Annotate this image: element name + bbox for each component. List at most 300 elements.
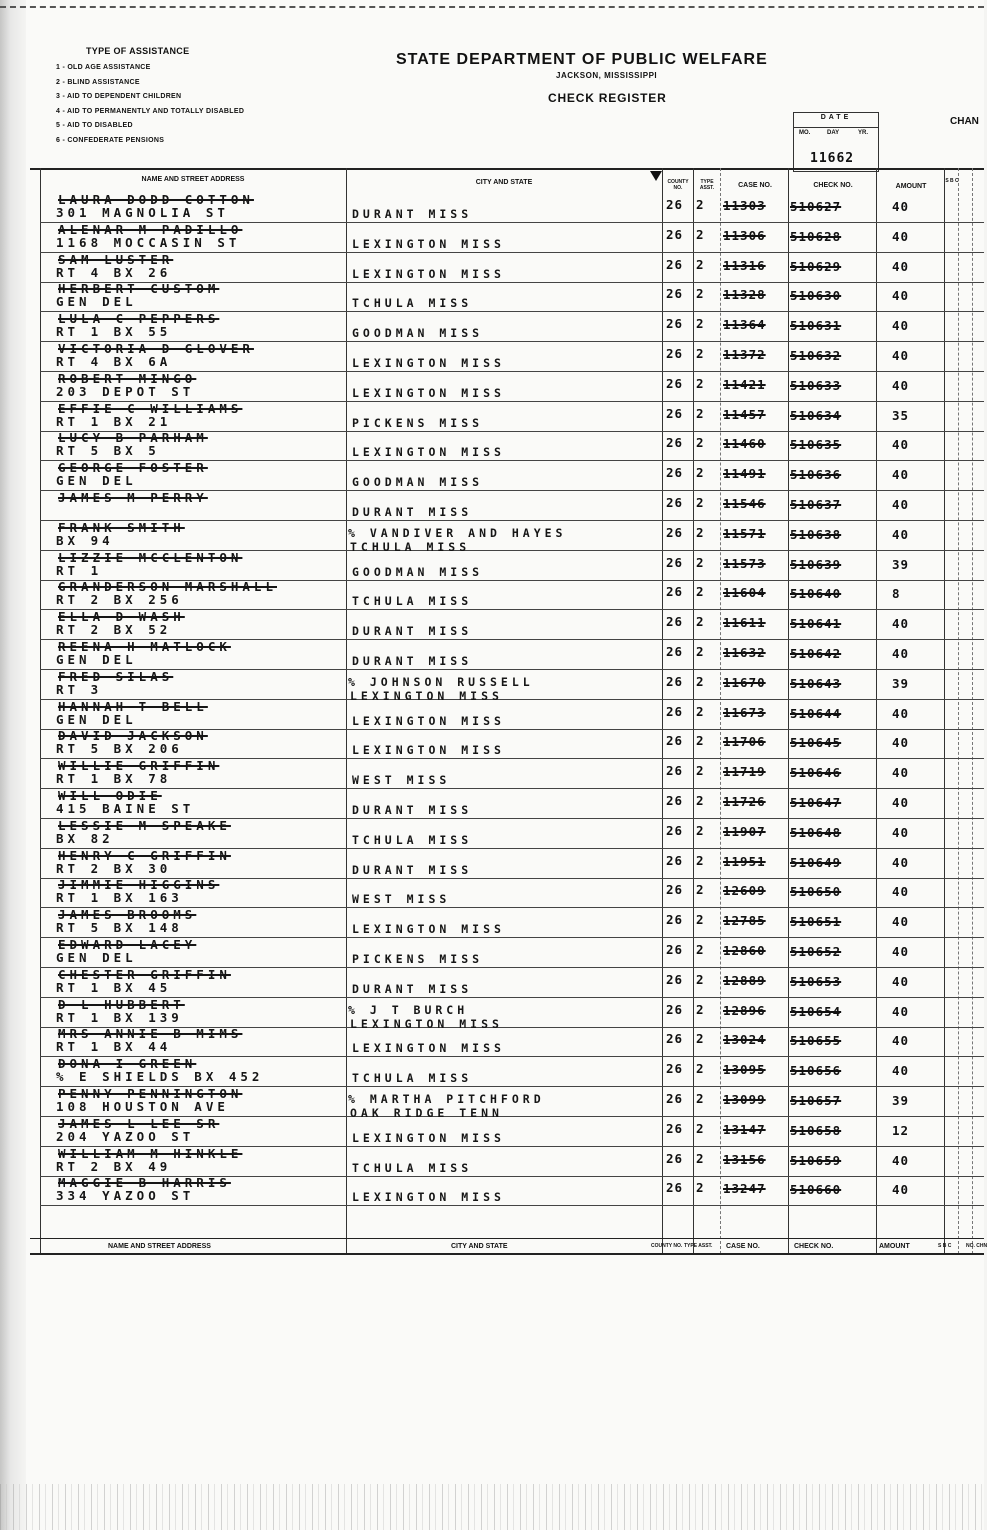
row-county: 26	[666, 406, 684, 421]
row-check: 510646	[790, 765, 842, 780]
row-type: 2	[696, 704, 705, 719]
row-case: 11719	[723, 764, 766, 779]
footer-name: NAME AND STREET ADDRESS	[108, 1243, 211, 1250]
row-county: 26	[666, 376, 684, 391]
row-check: 510660	[790, 1182, 842, 1197]
row-type: 2	[696, 1151, 705, 1166]
col-divider	[944, 168, 945, 1254]
row-type: 2	[696, 376, 705, 391]
row-name: HERBERT CUSTOM	[58, 281, 220, 296]
row-type: 2	[696, 346, 705, 361]
row-amount: 40	[892, 735, 910, 750]
row-name: LIZZIE MCCLENTON	[58, 550, 243, 565]
date-value: 11662	[810, 151, 855, 166]
row-amount: 40	[892, 467, 910, 482]
row-city: LEXINGTON MISS	[352, 743, 505, 757]
row-check: 510645	[790, 735, 842, 750]
row-city: TCHULA MISS	[352, 1161, 473, 1175]
row-county: 26	[666, 1151, 684, 1166]
row-amount: 40	[892, 944, 910, 959]
legend-item: 6 - CONFEDERATE PENSIONS	[56, 136, 165, 144]
row-case: 11951	[723, 854, 766, 869]
col-divider	[693, 168, 694, 1254]
row-type: 2	[696, 823, 705, 838]
row-case: 11546	[723, 496, 766, 511]
row-amount: 39	[892, 1093, 910, 1108]
row-check: 510640	[790, 586, 842, 601]
table-row-line	[40, 669, 984, 670]
row-street: RT 2 BX 30	[56, 861, 172, 876]
row-name: ALENAR M PADILLO	[58, 222, 243, 237]
row-county: 26	[666, 942, 684, 957]
row-county: 26	[666, 853, 684, 868]
row-type: 2	[696, 227, 705, 242]
row-street: RT 1 BX 163	[56, 890, 183, 905]
row-check: 510647	[790, 795, 842, 810]
col-header-name: NAME AND STREET ADDRESS	[141, 176, 245, 183]
row-street: 415 BAINE ST	[56, 801, 195, 816]
date-day: DAY	[827, 130, 840, 136]
row-city: DURANT MISS	[352, 982, 473, 996]
row-case: 11457	[723, 407, 766, 422]
row-county: 26	[666, 793, 684, 808]
row-name: MRS ANNIE B MIMS	[58, 1026, 243, 1041]
row-name: GEORGE FOSTER	[58, 460, 208, 475]
row-type: 2	[696, 1180, 705, 1195]
col-divider	[788, 168, 789, 1254]
row-check: 510641	[790, 616, 842, 631]
legend-title: TYPE OF ASSISTANCE	[86, 46, 190, 56]
row-name: SAM LUSTER	[58, 252, 174, 267]
row-amount: 40	[892, 616, 910, 631]
row-city-line2: LEXINGTON MISS	[350, 1017, 503, 1031]
row-case: 11316	[723, 258, 766, 273]
page-title: STATE DEPARTMENT OF PUBLIC WELFARE	[396, 51, 768, 68]
row-amount: 40	[892, 825, 910, 840]
row-county: 26	[666, 1031, 684, 1046]
row-city: LEXINGTON MISS	[352, 922, 505, 936]
row-type: 2	[696, 435, 705, 450]
row-city: DURANT MISS	[352, 803, 473, 817]
row-type: 2	[696, 644, 705, 659]
col-header-county: COUNTY NO.	[667, 179, 689, 191]
row-county: 26	[666, 1002, 684, 1017]
row-case: 11670	[723, 675, 766, 690]
footer-city: CITY AND STATE	[451, 1243, 508, 1250]
row-name: LESSIE M SPEAKE	[58, 818, 231, 833]
footer-sbc: S B C	[938, 1243, 952, 1249]
row-city: PICKENS MISS	[352, 416, 484, 430]
row-street: 203 DEPOT ST	[56, 384, 195, 399]
row-type: 2	[696, 763, 705, 778]
row-street: RT 1 BX 44	[56, 1039, 172, 1054]
row-street: RT 1 BX 78	[56, 771, 172, 786]
row-street: 108 HOUSTON AVE	[56, 1099, 229, 1114]
row-street: 204 YAZOO ST	[56, 1129, 195, 1144]
row-county: 26	[666, 1121, 684, 1136]
row-street: RT 4 BX 26	[56, 265, 172, 280]
row-street: BX 82	[56, 831, 114, 846]
row-street: GEN DEL	[56, 950, 137, 965]
row-amount: 40	[892, 1033, 910, 1048]
row-name: FRED SILAS	[58, 669, 174, 684]
date-subheaders	[794, 127, 878, 140]
row-type: 2	[696, 733, 705, 748]
row-street: GEN DEL	[56, 712, 137, 727]
row-county: 26	[666, 674, 684, 689]
assistance-legend	[56, 46, 244, 149]
row-street: % E SHIELDS BX 452	[56, 1069, 264, 1084]
row-name: EFFIE C WILLIAMS	[58, 401, 243, 416]
col-divider	[40, 168, 41, 1254]
row-type: 2	[696, 1061, 705, 1076]
row-city: LEXINGTON MISS	[352, 237, 505, 251]
row-county: 26	[666, 555, 684, 570]
row-case: 13024	[723, 1032, 766, 1047]
row-check: 510644	[790, 706, 842, 721]
row-case: 13099	[723, 1092, 766, 1107]
legend-item: 3 - AID TO DEPENDENT CHILDREN	[56, 93, 182, 101]
row-name: PENNY PENNINGTON	[58, 1086, 243, 1101]
row-city-line2: OAK RIDGE TENN	[350, 1106, 503, 1120]
row-amount: 40	[892, 1004, 910, 1019]
footer-county: COUNTY NO.	[651, 1243, 683, 1249]
row-street: RT 2 BX 256	[56, 592, 183, 607]
date-box	[793, 112, 879, 172]
row-city-line2: LEXINGTON MISS	[350, 689, 503, 703]
table-row-line	[40, 252, 984, 253]
row-amount: 40	[892, 1153, 910, 1168]
row-name: WILL ODIE	[58, 788, 162, 803]
row-check: 510630	[790, 288, 842, 303]
row-case: 11726	[723, 794, 766, 809]
row-name: EDWARD LACEY	[58, 937, 197, 952]
row-name: JIMMIE HIGGINS	[58, 877, 220, 892]
row-type: 2	[696, 942, 705, 957]
row-amount: 39	[892, 676, 910, 691]
scan-noise	[0, 1484, 984, 1530]
table-row-line	[40, 1205, 984, 1206]
legend-item: 5 - AID TO DISABLED	[56, 122, 133, 130]
row-type: 2	[696, 525, 705, 540]
row-amount: 40	[892, 318, 910, 333]
row-county: 26	[666, 465, 684, 480]
row-county: 26	[666, 972, 684, 987]
row-type: 2	[696, 1002, 705, 1017]
row-amount: 40	[892, 259, 910, 274]
row-check: 510650	[790, 884, 842, 899]
row-check: 510637	[790, 497, 842, 512]
row-street: RT 1	[56, 563, 103, 578]
row-case: 11303	[723, 198, 766, 213]
col-header-sbc: S B C	[945, 178, 959, 184]
row-name: LULA C PEPPERS	[58, 311, 220, 326]
row-street: GEN DEL	[56, 652, 137, 667]
footer-amount: AMOUNT	[879, 1243, 910, 1250]
row-county: 26	[666, 286, 684, 301]
row-check: 510657	[790, 1093, 842, 1108]
row-city: LEXINGTON MISS	[352, 1041, 505, 1055]
row-name: MAGGIE B HARRIS	[58, 1175, 231, 1190]
row-county: 26	[666, 257, 684, 272]
row-amount: 40	[892, 288, 910, 303]
location: JACKSON, MISSISSIPPI	[556, 71, 658, 80]
row-street: GEN DEL	[56, 473, 137, 488]
row-name: REENA H MATLOCK	[58, 639, 231, 654]
col-divider	[876, 168, 877, 1254]
row-city: TCHULA MISS	[352, 833, 473, 847]
row-street: RT 1 BX 55	[56, 324, 172, 339]
row-type: 2	[696, 406, 705, 421]
row-check: 510638	[790, 527, 842, 542]
row-county: 26	[666, 197, 684, 212]
row-city: % J T BURCH	[348, 1003, 469, 1017]
row-check: 510652	[790, 944, 842, 959]
row-name: D L HUBBERT	[58, 997, 185, 1012]
row-case: 11632	[723, 645, 766, 660]
col-divider	[662, 168, 663, 1254]
row-city: GOODMAN MISS	[352, 326, 484, 340]
row-city: LEXINGTON MISS	[352, 1131, 505, 1145]
row-city: LEXINGTON MISS	[352, 267, 505, 281]
row-city: TCHULA MISS	[352, 594, 473, 608]
row-city: GOODMAN MISS	[352, 565, 484, 579]
row-county: 26	[666, 704, 684, 719]
row-county: 26	[666, 763, 684, 778]
row-name: DONA I GREEN	[58, 1056, 197, 1071]
row-type: 2	[696, 495, 705, 510]
row-street: RT 5 BX 148	[56, 920, 183, 935]
row-city: LEXINGTON MISS	[352, 714, 505, 728]
row-amount: 40	[892, 855, 910, 870]
row-street: RT 2 BX 49	[56, 1159, 172, 1174]
row-type: 2	[696, 584, 705, 599]
row-name: LUCY B PARHAM	[58, 430, 208, 445]
date-yr: YR.	[858, 130, 869, 136]
row-type: 2	[696, 1091, 705, 1106]
row-check: 510643	[790, 676, 842, 691]
row-name: ELLA D WASH	[58, 609, 185, 624]
row-city: PICKENS MISS	[352, 952, 484, 966]
row-city: DURANT MISS	[352, 207, 473, 221]
row-check: 510634	[790, 408, 842, 423]
row-county: 26	[666, 912, 684, 927]
col-header-amount: AMOUNT	[895, 183, 927, 190]
row-county: 26	[666, 614, 684, 629]
row-check: 510655	[790, 1033, 842, 1048]
row-city: WEST MISS	[352, 892, 451, 906]
row-amount: 40	[892, 914, 910, 929]
row-case: 11573	[723, 556, 766, 571]
row-city: % VANDIVER AND HAYES	[348, 526, 567, 540]
row-case: 12609	[723, 883, 766, 898]
row-county: 26	[666, 644, 684, 659]
row-check: 510649	[790, 855, 842, 870]
row-case: 11306	[723, 228, 766, 243]
row-type: 2	[696, 972, 705, 987]
row-case: 12889	[723, 973, 766, 988]
row-check: 510627	[790, 199, 842, 214]
col-divider	[972, 168, 973, 1254]
row-city: DURANT MISS	[352, 654, 473, 668]
row-check: 510629	[790, 259, 842, 274]
row-city: LEXINGTON MISS	[352, 356, 505, 370]
row-city: % JOHNSON RUSSELL	[348, 675, 534, 689]
row-check: 510628	[790, 229, 842, 244]
col-divider	[346, 168, 347, 1254]
row-case: 11907	[723, 824, 766, 839]
row-street: RT 1 BX 139	[56, 1010, 183, 1025]
row-case: 13095	[723, 1062, 766, 1077]
row-type: 2	[696, 316, 705, 331]
row-street: 301 MAGNOLIA ST	[56, 205, 229, 220]
chan-label: CHAN	[950, 116, 979, 127]
row-case: 11372	[723, 347, 766, 362]
row-name: FRANK SMITH	[58, 520, 185, 535]
row-city-line2: TCHULA MISS	[350, 540, 471, 554]
footer-check: CHECK NO.	[794, 1243, 834, 1250]
row-name: WILLIE GRIFFIN	[58, 758, 220, 773]
row-county: 26	[666, 1180, 684, 1195]
row-amount: 12	[892, 1123, 910, 1138]
date-label: DATE	[820, 114, 852, 121]
row-name: JAMES M PERRY	[58, 490, 208, 505]
row-amount: 40	[892, 527, 910, 542]
row-street: RT 5 BX 5	[56, 443, 160, 458]
row-type: 2	[696, 793, 705, 808]
row-case: 12785	[723, 913, 766, 928]
row-county: 26	[666, 1061, 684, 1076]
row-type: 2	[696, 912, 705, 927]
row-check: 510651	[790, 914, 842, 929]
row-check: 510659	[790, 1153, 842, 1168]
row-type: 2	[696, 1031, 705, 1046]
row-amount: 40	[892, 884, 910, 899]
row-type: 2	[696, 465, 705, 480]
row-name: HENRY C GRIFFIN	[58, 848, 231, 863]
row-check: 510635	[790, 437, 842, 452]
row-county: 26	[666, 495, 684, 510]
col-header-case: CASE NO.	[738, 182, 772, 189]
row-street: RT 3	[56, 682, 103, 697]
row-city: LEXINGTON MISS	[352, 1190, 505, 1204]
row-street: RT 5 BX 206	[56, 741, 183, 756]
row-name: VICTORIA D GLOVER	[58, 341, 254, 356]
row-county: 26	[666, 1091, 684, 1106]
row-case: 11328	[723, 287, 766, 302]
row-county: 26	[666, 435, 684, 450]
row-county: 26	[666, 316, 684, 331]
row-city: WEST MISS	[352, 773, 451, 787]
row-city: LEXINGTON MISS	[352, 445, 505, 459]
row-check: 510656	[790, 1063, 842, 1078]
row-county: 26	[666, 584, 684, 599]
col-divider	[720, 168, 721, 1254]
row-amount: 40	[892, 229, 910, 244]
row-name: JAMES BROOMS	[58, 907, 197, 922]
footer-case: CASE NO.	[726, 1243, 760, 1250]
perforation-line	[0, 6, 984, 8]
col-header-city: CITY AND STATE	[475, 179, 533, 186]
row-county: 26	[666, 733, 684, 748]
row-check: 510648	[790, 825, 842, 840]
legend-item: 2 - BLIND ASSISTANCE	[56, 78, 140, 86]
row-street: RT 2 BX 52	[56, 622, 172, 637]
row-amount: 40	[892, 646, 910, 661]
row-street: RT 1 BX 21	[56, 414, 172, 429]
row-city: TCHULA MISS	[352, 296, 473, 310]
row-street: 1168 MOCCASIN ST	[56, 235, 241, 250]
table-row-line	[40, 788, 984, 789]
row-case: 11673	[723, 705, 766, 720]
register-title: CHECK REGISTER	[548, 91, 667, 105]
col-header-check: CHECK NO.	[813, 182, 853, 189]
row-amount: 40	[892, 199, 910, 214]
row-case: 11364	[723, 317, 766, 332]
row-check: 510633	[790, 378, 842, 393]
row-street: BX 94	[56, 533, 114, 548]
row-amount: 40	[892, 795, 910, 810]
col-header-type: TYPE ASST.	[699, 179, 715, 191]
footer-type: TYPE ASST.	[684, 1243, 713, 1249]
row-amount: 40	[892, 348, 910, 363]
row-case: 11611	[723, 615, 766, 630]
row-city: % MARTHA PITCHFORD	[348, 1092, 545, 1106]
row-type: 2	[696, 674, 705, 689]
row-street: RT 1 BX 45	[56, 980, 172, 995]
row-city: DURANT MISS	[352, 863, 473, 877]
row-type: 2	[696, 257, 705, 272]
row-county: 26	[666, 882, 684, 897]
row-city: TCHULA MISS	[352, 1071, 473, 1085]
row-street: 334 YAZOO ST	[56, 1188, 195, 1203]
row-amount: 40	[892, 437, 910, 452]
row-city: GOODMAN MISS	[352, 475, 484, 489]
row-case: 11460	[723, 436, 766, 451]
row-name: CHESTER GRIFFIN	[58, 967, 231, 982]
row-type: 2	[696, 1121, 705, 1136]
row-county: 26	[666, 525, 684, 540]
row-check: 510654	[790, 1004, 842, 1019]
row-case: 13156	[723, 1152, 766, 1167]
row-name: JAMES L LEE SR	[58, 1116, 220, 1131]
footer-no: NO. CHN	[966, 1243, 987, 1249]
date-mo: MO.	[799, 130, 811, 136]
row-county: 26	[666, 346, 684, 361]
row-check: 510653	[790, 974, 842, 989]
legend-item: 4 - AID TO PERMANENTLY AND TOTALLY DISABLED	[56, 107, 245, 115]
row-case: 12896	[723, 1003, 766, 1018]
row-city: DURANT MISS	[352, 505, 473, 519]
row-amount: 40	[892, 1182, 910, 1197]
row-case: 11571	[723, 526, 766, 541]
row-amount: 40	[892, 974, 910, 989]
row-amount: 40	[892, 497, 910, 512]
row-street: GEN DEL	[56, 294, 137, 309]
row-city: DURANT MISS	[352, 624, 473, 638]
row-check: 510631	[790, 318, 842, 333]
row-type: 2	[696, 555, 705, 570]
row-type: 2	[696, 197, 705, 212]
row-type: 2	[696, 286, 705, 301]
row-check: 510632	[790, 348, 842, 363]
row-county: 26	[666, 227, 684, 242]
row-name: WILLIAM M HINKLE	[58, 1146, 243, 1161]
row-name: GRANDERSON MARSHALL	[58, 579, 277, 594]
row-name: HANNAH T BELL	[58, 699, 208, 714]
row-amount: 40	[892, 706, 910, 721]
row-case: 12860	[723, 943, 766, 958]
